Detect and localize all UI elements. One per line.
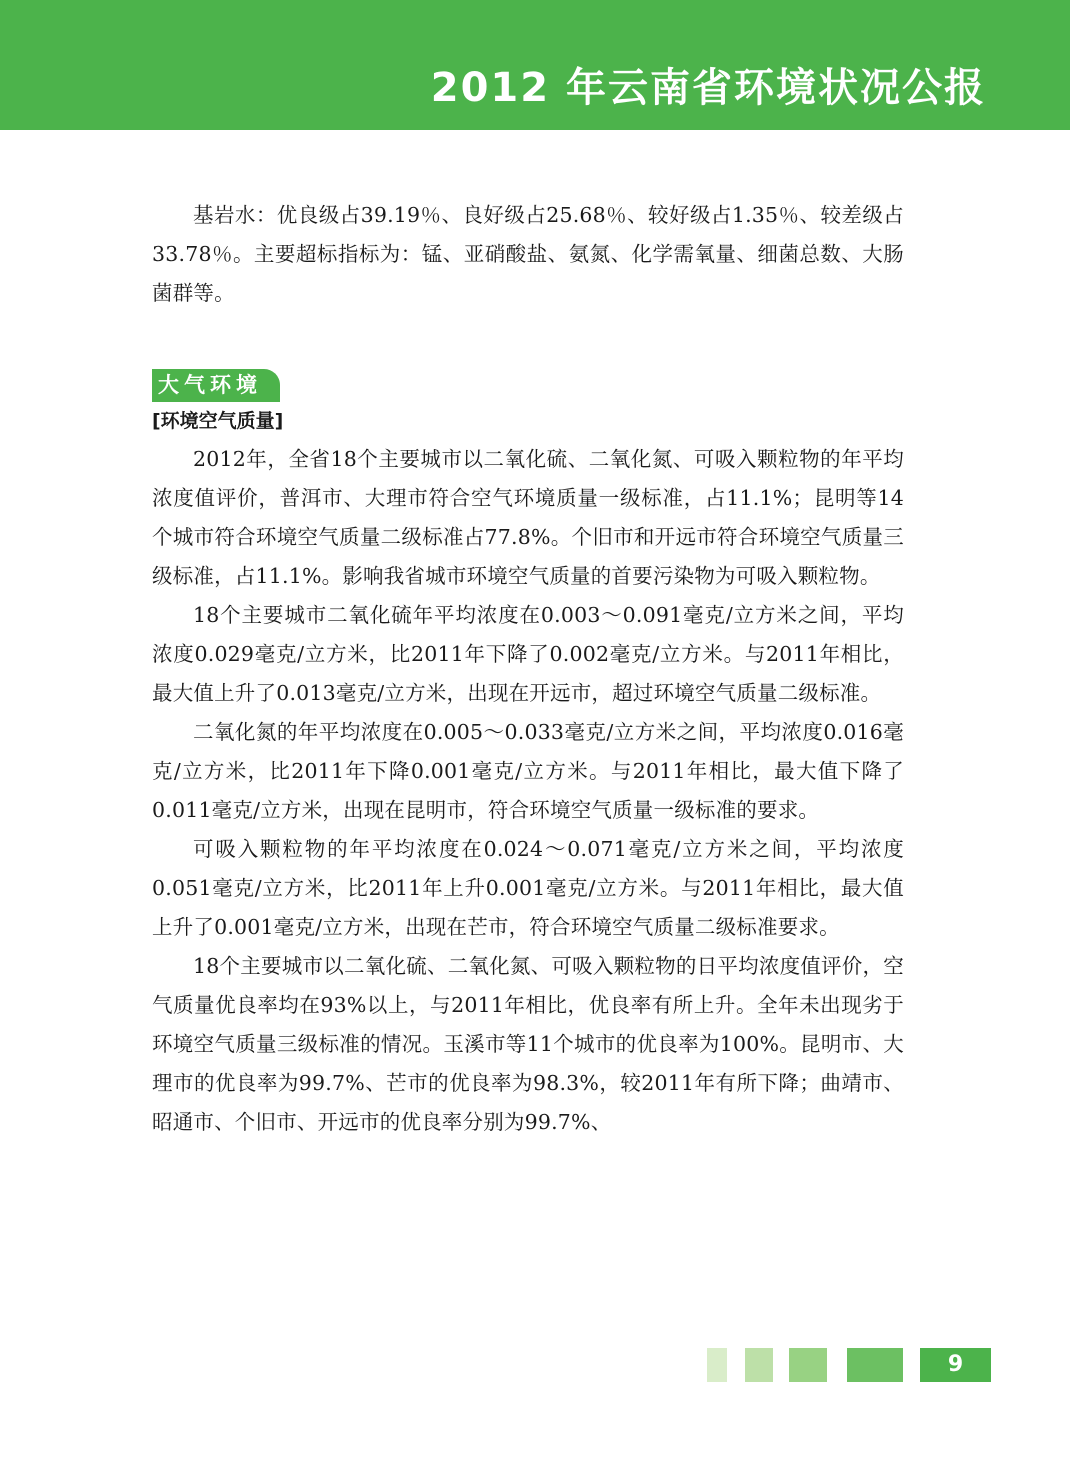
body-paragraph: 18个主要城市以二氧化硫、二氧化氮、可吸入颗粒物的日平均浓度值评价，空气质量优良率均在93%以上，与2011年相比，优良率有所上升。全年未出现劣于环境空气质量三级标准的情况。玉溪市等11个城市的优良率为100%。昆明市、大理市的优良率为99.7%、芒市的优良率为98.3%，较2011年有所下降；曲靖市、昭通市、个旧市、开远市的优良率分别为99.7%、: [152, 954, 904, 1134]
page-number: 9: [920, 1348, 991, 1382]
header-band: [0, 0, 1070, 130]
body-paragraph: 可吸入颗粒物的年平均浓度在0.024～0.071毫克/立方米之间，平均浓度0.051毫克/立方米，比2011年上升0.001毫克/立方米。与2011年相比，最大值上升了0.001毫克/立方米，出现在芒市，符合环境空气质量二级标准要求。: [152, 837, 904, 939]
section-tab-atmosphere: 大气环境: [152, 369, 280, 402]
intro-paragraph: 基岩水：优良级占39.19％、良好级占25.68％、较好级占1.35％、较差级占33.78％。主要超标指标为：锰、亚硝酸盐、氨氮、化学需氧量、细菌总数、大肠菌群等。: [152, 203, 904, 305]
decorative-square: [789, 1348, 827, 1382]
body-paragraph: 二氧化氮的年平均浓度在0.005～0.033毫克/立方米之间，平均浓度0.016毫克/立方米，比2011年下降0.001毫克/立方米。与2011年相比，最大值下降了0.011毫克/立方米，出现在昆明市，符合环境空气质量一级标准的要求。: [152, 720, 904, 822]
decorative-square: [707, 1348, 727, 1382]
decorative-square: [745, 1348, 773, 1382]
body-paragraph: 18个主要城市二氧化硫年平均浓度在0.003～0.091毫克/立方米之间，平均浓度0.029毫克/立方米，比2011年下降了0.002毫克/立方米。与2011年相比，最大值上升了0.013毫克/立方米，出现在开远市，超过环境空气质量二级标准。: [152, 603, 904, 705]
body-paragraph: 2012年，全省18个主要城市以二氧化硫、二氧化氮、可吸入颗粒物的年平均浓度值评价，普洱市、大理市符合空气环境质量一级标准，占11.1%；昆明等14个城市符合环境空气质量二级标准占77.8%。个旧市和开远市符合环境空气质量三级标准，占11.1%。影响我省城市环境空气质量的首要污染物为可吸入颗粒物。: [152, 447, 904, 588]
main-content: [152, 196, 904, 1142]
section-subheading: [环境空气质量]: [152, 410, 284, 432]
decorative-square: [847, 1348, 903, 1382]
report-title: 2012 年云南省环境状况公报: [430, 65, 986, 111]
